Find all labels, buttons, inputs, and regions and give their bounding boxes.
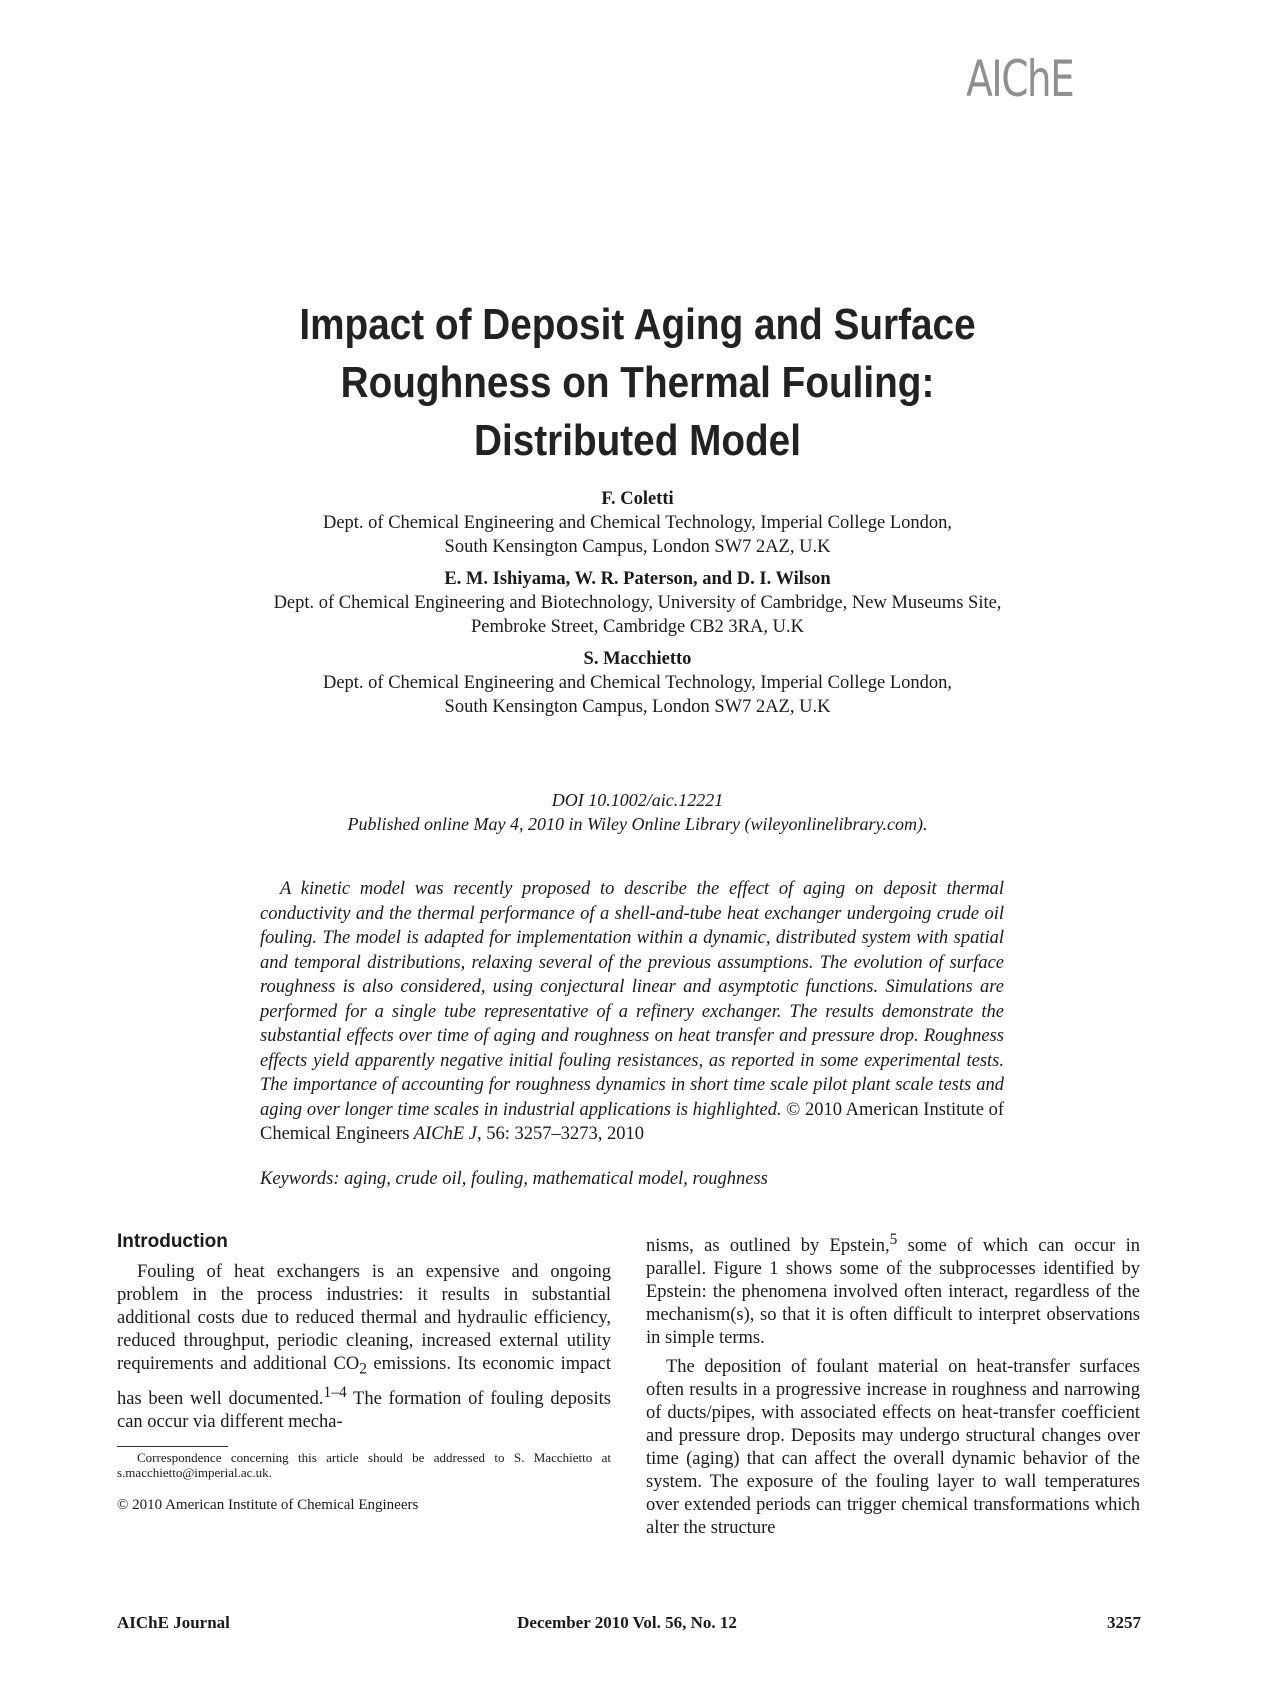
keywords: Keywords: aging, crude oil, fouling, mathematical model, roughness [260,1169,768,1189]
footnote-divider [117,1446,228,1447]
citation-ref: 5 [889,1231,898,1248]
author-group [0,567,1275,639]
text: Fouling of heat exchangers is an expensive and ongoing problem in the process industries: it results in substantial additional costs due to reduced thermal and hydraulic efficiency, reduced throughput, periodic cleaning, increased external utility requirements and additional CO [117,1262,611,1374]
section-heading: Introduction [117,1231,228,1252]
affiliation: South Kensington Campus, London SW7 2AZ, U.K [444,537,831,557]
title-line: Roughness on Thermal Fouling: [340,358,935,407]
publication-info [0,788,1275,836]
author-names: F. Coletti [601,489,674,509]
right-column [646,1228,1140,1540]
author-names: E. M. Ishiyama, W. R. Paterson, and D. I. Wilson [444,569,831,589]
citation: , 56: 3257–3273, 2010 [476,1124,644,1144]
correspondence-footnote: Correspondence concerning this article should be addressed to S. Macchietto at s.macchietto@imperial.ac.uk. [117,1450,611,1480]
footer-journal: AIChE Journal [117,1613,230,1632]
journal-abbrev: AIChE J [413,1124,477,1144]
paragraph [117,1261,611,1434]
author-group [0,487,1275,559]
text: some of which can occur in parallel. Figure 1 shows some of the subprocesses identified by Epstein: the phenomena involved often interact, regardless of the mechanism(s), so that it is often difficult to interpret observations in simple terms. [646,1236,1140,1349]
text: emissions. Its economic impact has been well documented. [117,1354,611,1409]
author-group [0,647,1275,719]
left-column [117,1230,611,1434]
affiliation: Dept. of Chemical Engineering and Chemical Technology, Imperial College London, [322,513,953,533]
paragraph [646,1228,1140,1350]
affiliation: Dept. of Chemical Engineering and Biotechnology, University of Cambridge, New Museums Site, [273,593,1002,613]
text: nisms, as outlined by Epstein, [646,1236,890,1257]
affiliation: Pembroke Street, Cambridge CB2 3RA, U.K [471,617,804,637]
aiche-logo: AIChE [966,50,1073,108]
title-line: Impact of Deposit Aging and Surface [299,300,976,349]
author-block [0,487,1275,727]
subscript: 2 [359,1360,367,1378]
abstract-copyright: © 2010 American Institute of Chemical Engineers [260,1099,1005,1144]
abstract [260,877,1004,1147]
citation-ref: 1–4 [323,1383,347,1401]
affiliation: Dept. of Chemical Engineering and Chemical Technology, Imperial College London, [322,673,953,693]
paragraph: The deposition of foulant material on heat-transfer surfaces often results in a progressive increase in roughness and narrowing of ducts/pipes, with associated effects on heat-transfer coefficient and pressure drop. Deposits may undergo structural changes over time (aging) that can affect the overall dynamic behavior of the system. The exposure of the fouling layer to wall temperatures over extended periods can trigger chemical transformations which alter the structure [646,1357,1140,1539]
footer-issue: December 2010 Vol. 56, No. 12 [517,1613,737,1632]
copyright-line: © 2010 American Institute of Chemical Engineers [117,1497,419,1513]
page-number: 3257 [1107,1613,1141,1632]
text: The formation of fouling deposits can occur via different mecha- [117,1388,611,1432]
published-online: Published online May 4, 2010 in Wiley Online Library (wileyonlinelibrary.com). [347,814,928,834]
affiliation: South Kensington Campus, London SW7 2AZ, U.K [444,697,831,717]
paper-title [0,296,1275,470]
author-names: S. Macchietto [583,649,692,669]
abstract-text: A kinetic model was recently proposed to describe the effect of aging on deposit thermal conductivity and the thermal performance of a shell-and-tube heat exchanger undergoing crude oil fouling. The model is adapted for implementation within a dynamic, distributed system with spatial and temporal distributions, relaxing several of the previous assumptions. The evolution of surface roughness is also considered, using conjectural linear and asymptotic functions. Simulations are performed for a single tube representative of a refinery exchanger. The results demonstrate the substantial effects over time of aging and roughness on heat transfer and pressure drop. Roughness effects yield apparently negative initial fouling resistances, as reported in some experimental tests. The importance of accounting for roughness dynamics in short time scale pilot plant scale tests and aging over longer time scales in industrial applications is highlighted. [260,879,1004,1120]
title-line: Distributed Model [474,416,801,465]
doi: DOI 10.1002/aic.12221 [551,790,724,810]
